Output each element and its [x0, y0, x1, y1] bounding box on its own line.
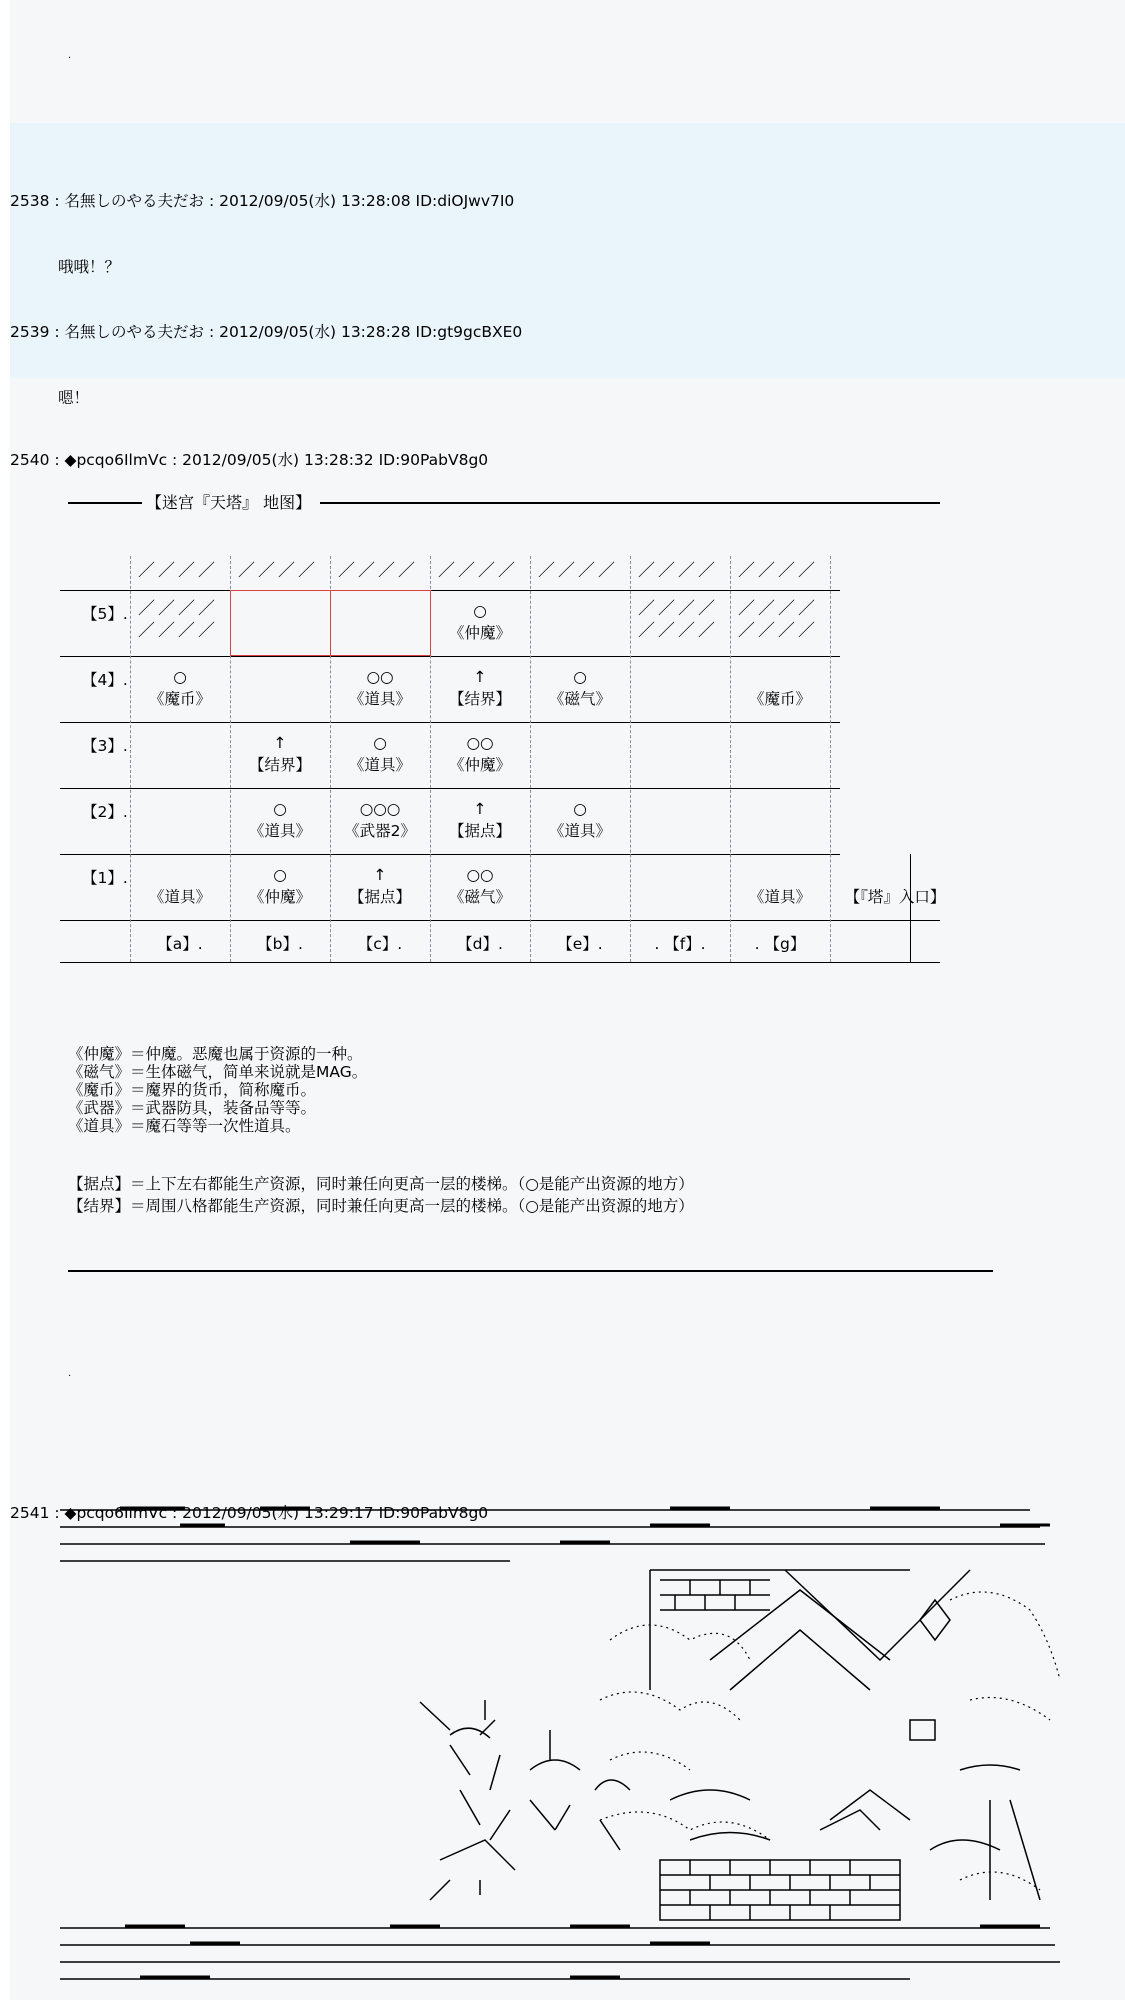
map-cell: ↑ 【据点】 — [448, 800, 511, 840]
post-header: 2539 : 名無しのやる夫だお : 2012/09/05(水) 13:28:28 ID:gt9gcBXE0 — [10, 323, 523, 341]
post-header: 2540 : ◆pcqo6IlmVc : 2012/09/05(水) 13:28:32 ID:90PabV8g0 — [10, 451, 489, 469]
map-cell: 《道具》 — [748, 888, 811, 906]
map-cell: ○○ 《道具》 — [348, 668, 411, 708]
legend-line: 《道具》＝魔石等等一次性道具。 — [68, 1117, 301, 1135]
map-cell: ○ 《魔币》 — [148, 668, 211, 708]
row-label: 【5】. — [82, 605, 128, 623]
hatch-cell: ／／／／ ／／／／ — [138, 599, 218, 641]
hatch-strip: ／／／／ — [638, 561, 718, 581]
legend-line: 《魔币》＝魔界的货币，简称魔币。 — [68, 1081, 317, 1099]
map-cell: ↑ 【据点】 — [348, 866, 411, 906]
legend-line: 《仲魔》＝仲魔。恶魔也属于资源的一种。 — [68, 1045, 363, 1063]
hatch-strip: ／／／／ — [538, 561, 618, 581]
separator-dot: . — [68, 50, 72, 61]
hatch-cell: ／／／／ ／／／／ — [738, 599, 818, 641]
map-cell: ○○ 《仲魔》 — [448, 734, 511, 774]
legend-line: 《武器》＝武器防具，装备品等等。 — [68, 1099, 317, 1117]
post-header: 2538 : 名無しのやる夫だお : 2012/09/05(水) 13:28:08 ID:diOJwv7I0 — [10, 192, 515, 210]
map-title-text: 【迷宫『天塔』 地图】 — [146, 493, 312, 512]
tower-entrance: 【『塔』入口】 — [844, 888, 946, 906]
legend-rule: 【据点】＝上下左右都能生产资源，同时兼任向更高一层的楼梯。（○是能产出资源的地方） — [68, 1175, 694, 1193]
map-cell: ↑ 【结界】 — [248, 734, 311, 774]
hatch-strip: ／／／／ — [738, 561, 818, 581]
map-cell: ○○ 《磁气》 — [448, 866, 511, 906]
map-cell: ○ 《仲魔》 — [248, 866, 311, 906]
post-header: 2541 : ◆pcqo6IlmVc : 2012/09/05(水) 13:29:17 ID:90PabV8g0 — [10, 1504, 489, 1522]
hatch-cell: ／／／／ ／／／／ — [638, 599, 718, 641]
art-building — [650, 1570, 1040, 1920]
map-cell: ○ 《道具》 — [348, 734, 411, 774]
row-label: 【2】. — [82, 803, 128, 821]
column-label: 【e】. — [557, 935, 603, 953]
column-label: 【d】. — [457, 935, 503, 953]
map-cell: ○○○ 《武器2》 — [344, 800, 416, 840]
separator-dot: . — [68, 1368, 72, 1379]
column-label: 【a】. — [157, 935, 203, 953]
hatch-strip: ／／／／ — [338, 561, 418, 581]
map-cell: ○ 《磁气》 — [548, 668, 611, 708]
column-label: . 【f】. — [654, 935, 706, 953]
column-label: 【c】. — [357, 935, 403, 953]
post-message: 嗯！ — [58, 389, 90, 407]
thread-page — [10, 0, 1125, 2000]
hatch-strip: ／／／／ — [238, 561, 318, 581]
map-cell: 《魔币》 — [748, 690, 811, 708]
row-label: 【1】. — [82, 869, 128, 887]
art-dash-band-bottom — [60, 1926, 1060, 1979]
map-cell: 《道具》 — [148, 888, 211, 906]
map-cell: ○ 《道具》 — [248, 800, 311, 840]
column-label: 【b】. — [257, 935, 303, 953]
hatch-strip: ／／／／ — [438, 561, 518, 581]
column-label: . 【g】 — [754, 935, 806, 953]
legend-rule: 【结界】＝周围八格都能生产资源，同时兼任向更高一层的楼梯。（○是能产出资源的地方） — [68, 1197, 694, 1215]
row-label: 【4】. — [82, 671, 128, 689]
ascii-art-illustration — [10, 0, 1125, 2000]
map-cell: ○ 《仲魔》 — [448, 602, 511, 642]
post-message: 哦哦！？ — [58, 258, 121, 276]
legend-line: 《磁气》＝生体磁气，简单来说就是MAG。 — [68, 1063, 368, 1081]
art-figures — [420, 1700, 630, 1900]
hatch-strip: ／／／／ — [138, 561, 218, 581]
map-cell: ↑ 【结界】 — [448, 668, 511, 708]
art-dash-band-top — [60, 1508, 1050, 1561]
map-cell: ○ 《道具》 — [548, 800, 611, 840]
row-label: 【3】. — [82, 737, 128, 755]
